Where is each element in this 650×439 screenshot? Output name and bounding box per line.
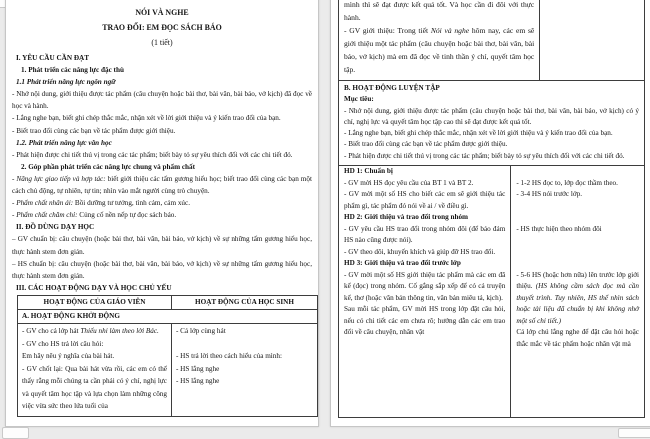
cell-paragraph — [344, 0, 534, 24]
paragraph — [12, 52, 312, 64]
activity-table-continued — [338, 0, 645, 418]
text-run: Cả lớp chú lắng nghe để đặt câu hỏi hoặc thắc mắc về tác phẩm hoặc nhân vật mà — [516, 328, 639, 348]
text-run: 2. Góp phần phát triển các năng lực chung và phẩm chất — [21, 162, 196, 171]
page-2[interactable] — [330, 0, 650, 427]
text-run: Năng lực giao tiếp và hợp tác: — [16, 174, 106, 183]
text-run: 1.2. Phát triển năng lực văn học — [16, 138, 112, 147]
gv-activity-cell — [18, 324, 172, 416]
cell-paragraph — [516, 270, 639, 328]
goal-bullet: - Phát hiện được chi tiết thú vị trong các tác phẩm; biết bày tỏ sự yêu thích đối với các chi tiết đó. — [344, 151, 625, 160]
paragraph — [12, 233, 312, 257]
text-run: III. CÁC HOẠT ĐỘNG DẠY VÀ HỌC CHỦ YẾU — [16, 283, 172, 292]
hd-title: HD 1: Chuẩn bị — [344, 167, 393, 176]
text-run: - GV cho cả lớp hát — [22, 327, 81, 336]
text-run: Bồi dưỡng tư tưởng, tình cảm, cảm xúc. — [73, 199, 191, 208]
doc-title-line-2: TRAO ĐỔI: EM ĐỌC SÁCH BÁO — [102, 23, 222, 32]
cell-paragraph — [344, 247, 505, 259]
text-run: - 5-6 HS (hoặc hơn nữa) lên trước lớp giới thiệu. — [516, 270, 639, 291]
text-run: Phẩm chất nhân ái: — [16, 199, 74, 208]
doc-title-line-3: (1 tiết) — [151, 38, 173, 47]
text-run: I. YÊU CẦU CẦN ĐẠT — [16, 54, 90, 62]
text-run: - 1-2 HS đọc to, lớp đọc thầm theo. — [516, 178, 618, 187]
cell-paragraph — [516, 189, 639, 201]
spacer — [516, 258, 639, 270]
paragraph — [12, 161, 312, 173]
cell-paragraph — [344, 304, 505, 339]
table-header-row — [18, 296, 317, 310]
cell-paragraph — [22, 338, 167, 351]
text-run: - — [12, 211, 17, 220]
cell-line — [176, 338, 313, 351]
gv-cell-continued — [339, 0, 540, 80]
hd-hs-cell — [511, 258, 644, 417]
text-run: (HS không cầm sách đọc mà cần thuyết trình. Tuy nhiên, HS thể nhìn sách hoặc tài liệu đã chuẩn bị khi không nhớ một số chi tiết.) — [516, 282, 639, 325]
paragraph — [12, 282, 312, 294]
hs-activity-cell — [172, 324, 317, 416]
text-run: - GV theo dõi, khuyến khích và giúp đỡ HS trao đổi. — [344, 247, 496, 256]
cell-line: - Cả lớp cùng hát — [175, 327, 226, 336]
hd-title: HD 2: Giới thiệu và trao đổi trong nhóm — [344, 213, 469, 222]
text-run: - Nhớ nội dung, giới thiệu được tác phẩm (câu chuyện hoặc bài thơ, bài văn, bài báo, vở kịch) đã đọc về học và hành. — [12, 90, 312, 111]
text-run: – HS chuẩn bị: câu chuyện (hoặc bài thơ, bài văn, bài báo, vở kịch) về sự những tấm gương hiếu học, thực hành stem đơn giản. — [12, 259, 312, 280]
text-run: - Lắng nghe bạn, biết ghi chép thắc mắc, nhận xét về lời giới thiệu và ý kiến trao đổi của bạn. — [12, 114, 281, 123]
text-run: mình thì sẽ đạt được kết quả tốt. Và học cần đi đôi với thực hành. — [344, 0, 535, 22]
cell-line: - HS trả lời theo cách hiểu của mình: — [175, 352, 282, 361]
hd-row — [339, 212, 644, 258]
cell-paragraph — [344, 24, 534, 76]
text-run: – GV chuẩn bị: câu chuyện (hoặc bài thơ, bài văn, bài báo, vở kịch) về sự những tấm gương hiếu học, thực hành stem đơn giản. — [12, 235, 312, 256]
paragraph — [12, 112, 312, 124]
paragraph — [12, 173, 312, 197]
hs-cell-empty — [540, 0, 644, 80]
text-run: - GV cho HS trả lời câu hỏi: — [22, 339, 104, 348]
cell-paragraph — [516, 224, 639, 236]
cell-paragraph — [344, 189, 505, 212]
text-run: - GV mời HS đọc yêu cầu của BT 1 và BT 2. — [344, 178, 474, 187]
hd-row — [339, 166, 644, 212]
next-page-top-edge-left — [2, 427, 29, 439]
goal-bullet: - Lắng nghe bạn, biết ghi chép thắc mắc, nhận xét về lời giới thiệu và ý kiến trao đổi của bạn. — [344, 129, 613, 138]
hd-row — [339, 258, 644, 417]
text-run: - GV giới thiệu: Trong tiết — [344, 26, 431, 35]
cell-line: - HS lắng nghe — [175, 377, 220, 386]
table-section-a: A. HOẠT ĐỘNG KHỞI ĐỘNG — [18, 310, 317, 325]
paragraph — [12, 76, 312, 88]
text-run: 1. Phát triển các năng lực đặc thù — [21, 66, 124, 75]
text-run: - Phát hiện được chi tiết thú vị trong các tác phẩm; biết bày tỏ sự yêu thích đối với các chi tiết đó. — [12, 150, 293, 159]
text-run: - Biết trao đổi cùng các bạn về tác phẩm được giới thiệu. — [12, 126, 176, 135]
paragraph — [12, 258, 312, 282]
text-run: Phẩm chất chăm chỉ: — [16, 211, 78, 220]
paragraph — [12, 209, 312, 221]
paragraph — [12, 64, 312, 76]
section-b-title: B. HOẠT ĐỘNG LUYỆN TẬP — [344, 84, 440, 92]
hd-gv-cell — [339, 212, 511, 258]
text-run: - GV mời một số HS giới thiệu tác phẩm mà các em đã kể (đọc) trong nhóm. Cố gắng sắp xếp để có cả truyện kể, thơ (hoặc văn bản thông tin, văn bản miêu tả, kịch). — [344, 270, 506, 302]
text-run: Em hãy nêu ý nghĩa của bài hát. — [22, 352, 115, 361]
section-b-goals — [344, 106, 639, 162]
paragraph — [12, 221, 312, 233]
hd-hs-cell — [511, 212, 644, 258]
hd-gv-cell — [339, 258, 511, 417]
cell-paragraph — [22, 325, 167, 338]
paragraph — [12, 137, 312, 149]
continued-row — [339, 0, 644, 81]
text-run: - GV chốt lại: Qua bài hát vừa rồi, các em có thể thấy rằng mỗi chúng ta cần phải có ý chí, nghị lực và quyết tâm học tập và lựa chọn làm những công việc vừa sức theo lứa tuổi của — [22, 364, 167, 411]
cell-line: - HS lắng nghe — [175, 364, 220, 373]
text-run: hôm nay, các em sẽ giới thiệu một tác phẩm (câu chuyện hoặc bài thơ, bài văn, bài báo, vở kịch) mà em đã đọc về tinh thần ý chí, quyết tâm học tập. — [344, 26, 535, 74]
table-body-row — [18, 324, 317, 416]
text-run: - HS thực hiện theo nhóm đôi — [516, 224, 602, 233]
text-run: II. ĐỒ DÙNG DẠY HỌC — [16, 223, 95, 232]
next-page-top-edge-right — [618, 428, 650, 438]
goal-bullet: - Nhớ nội dung, giới thiệu được tác phẩm (câu chuyện hoặc bài thơ, bài văn, bài báo, vở kịch) có ý chí, nghị lực và quyết tâm học tập cao thì sẽ đạt được kết quả tốt. — [344, 106, 639, 126]
cell-paragraph — [344, 270, 505, 305]
text-run: Củng cố nền nếp tự đọc sách báo. — [77, 211, 177, 220]
cell-paragraph — [22, 363, 167, 413]
paragraph — [12, 197, 312, 209]
text-run: - — [12, 174, 17, 183]
section-b-subtitle: Mục tiêu: — [344, 95, 374, 104]
hd-sections — [339, 166, 644, 417]
page-1-paragraphs — [12, 52, 312, 294]
spacer — [516, 166, 639, 178]
cell-paragraph — [344, 178, 505, 190]
hd-gv-cell — [339, 166, 511, 212]
document-title-block — [12, 5, 312, 50]
goal-bullet: - Biết trao đổi cùng các bạn về tác phẩm được giới thiệu. — [344, 140, 508, 149]
cell-paragraph — [22, 350, 167, 363]
doc-title-line-1: NÓI VÀ NGHE — [135, 8, 189, 17]
text-run: Thiếu nhi làm theo lời Bác. — [80, 327, 159, 336]
activity-table — [17, 295, 318, 417]
text-run: biết giới thiệu các tấm gương hiếu học; biết trao đổi cùng các bạn một cách chủ động, tự nhiên, tự tin; nhìn vào mắt người cùng trò chuyện. — [12, 174, 312, 196]
table-header-gv: HOẠT ĐỘNG CỦA GIÁO VIÊN — [18, 296, 172, 309]
spacer — [516, 212, 639, 224]
cell-paragraph — [344, 224, 505, 247]
table-header-hs: HOẠT ĐỘNG CỦA HỌC SINH — [195, 297, 294, 306]
paragraph — [12, 88, 312, 112]
cell-paragraph — [516, 178, 639, 190]
text-run: - GV mời một số HS cho biết các em sẽ giới thiệu tác phẩm gì, tác phẩm đó nói về ai / về điều gì. — [344, 190, 506, 210]
text-run: - GV yêu cầu HS trao đổi trong nhóm đôi (để bảo đảm HS nào cũng được nói). — [344, 224, 506, 245]
page-1[interactable] — [5, 0, 319, 427]
cell-paragraph — [516, 327, 639, 350]
hd-hs-cell — [511, 166, 644, 212]
text-run: - 3-4 HS nói trước lớp. — [516, 190, 583, 199]
hd-title: HD 3: Giới thiệu và trao đổi trước lớp — [344, 259, 461, 268]
text-run: Nói và nghe — [430, 26, 470, 35]
page-1-content — [6, 0, 318, 417]
paragraph — [12, 125, 312, 137]
text-run: 1.1 Phát triển năng lực ngôn ngữ — [16, 78, 116, 87]
paragraph — [12, 149, 312, 161]
section-b — [339, 81, 644, 166]
text-run: - — [12, 199, 17, 208]
text-run: Sau mỗi tác phẩm, GV mời HS trong lớp đặt câu hỏi, nếu có chi tiết các em chưa rõ; hướng dẫn các em trao đổi về câu chuyện, nhân vật — [344, 305, 506, 337]
